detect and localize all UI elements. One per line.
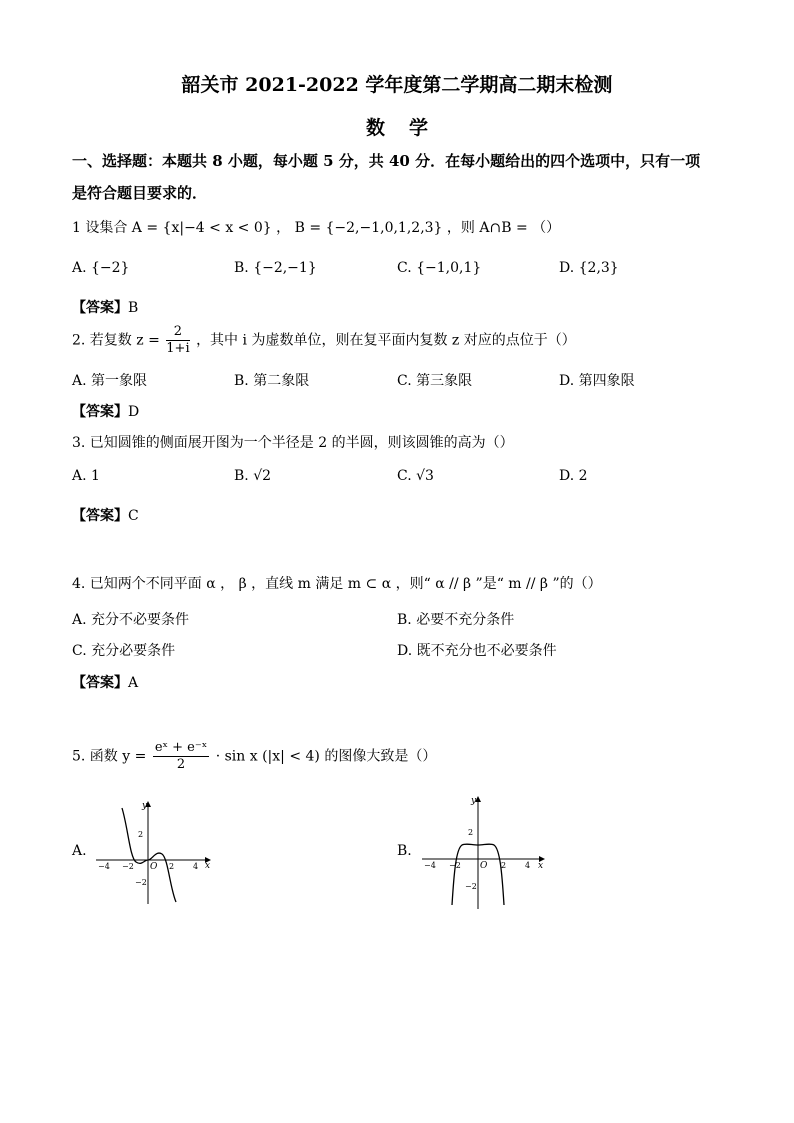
question-3-answer <box>72 505 139 525</box>
origin-label: O <box>150 862 158 872</box>
question-2-option-a: A. 第一象限 <box>72 373 148 389</box>
answer-label: 【答案】 <box>72 675 128 691</box>
graph-option-b-label: B. <box>397 843 412 859</box>
question-2-suffix: ，其中 i 为虚数单位，则在复平面内复数 z 对应的点位于（） <box>196 332 576 349</box>
question-1-option-c: C. {−1,0,1} <box>397 260 482 276</box>
question-4-option-a: A. 充分不必要条件 <box>72 612 190 628</box>
section-heading-line2: 是符合题目要求的． <box>72 184 208 202</box>
subject-title: 数学 <box>365 117 452 139</box>
fraction-numerator: eˣ + e⁻ˣ <box>154 740 208 755</box>
question-5-suffix: · sin x (|x| < 4) 的图像大致是（） <box>215 748 437 765</box>
question-4-text: 4. 已知两个不同平面 α ， β ，直线 m 满足 m ⊂ α ，则“ α // β ”是“ m // β ”的（） <box>72 576 602 592</box>
tick-x-4: 4 <box>193 862 199 871</box>
curve-a <box>122 808 176 902</box>
y-axis-label: y <box>471 796 477 806</box>
x-axis-label: x <box>538 861 544 871</box>
question-2-option-c: C. 第三象限 <box>397 373 473 389</box>
tick-x-neg2: −2 <box>449 861 461 870</box>
question-4-option-b: B. 必要不充分条件 <box>397 612 515 628</box>
question-2-prefix: 2. 若复数 z = <box>72 332 160 349</box>
question-3-option-d: D. 2 <box>559 468 588 484</box>
question-1-option-d: D. {2,3} <box>559 260 619 276</box>
tick-x-neg2: −2 <box>122 862 134 871</box>
question-3-option-a: A. 1 <box>72 468 100 484</box>
answer-value: B <box>128 300 139 316</box>
y-axis-label: y <box>142 801 148 811</box>
question-4-option-c: C. 充分必要条件 <box>72 643 176 659</box>
graph-option-b <box>416 793 551 913</box>
tick-x-4: 4 <box>525 861 531 870</box>
tick-x-neg4: −4 <box>424 861 436 870</box>
question-4-answer <box>72 672 138 692</box>
tick-y-2: 2 <box>138 830 144 839</box>
tick-x-2: 2 <box>501 861 507 870</box>
x-axis-label: x <box>205 861 211 871</box>
question-1-answer <box>72 297 138 317</box>
fraction-numerator: 2 <box>166 324 189 341</box>
answer-label: 【答案】 <box>72 300 128 316</box>
question-2-text <box>72 324 576 357</box>
answer-label: 【答案】 <box>72 404 128 420</box>
question-3-option-b: B. √2 <box>234 468 272 484</box>
answer-value: D <box>128 404 140 420</box>
tick-x-2: 2 <box>169 862 175 871</box>
graph-option-a-label: A. <box>72 843 87 859</box>
question-4-option-d: D. 既不充分也不必要条件 <box>397 643 557 659</box>
tick-y-neg2: −2 <box>465 882 477 891</box>
origin-label: O <box>480 861 488 871</box>
question-5-fraction <box>153 740 209 773</box>
graph-option-a <box>90 798 220 908</box>
question-2-fraction <box>166 324 189 357</box>
question-2-option-d: D. 第四象限 <box>559 373 635 389</box>
fraction-denominator: 2 <box>176 757 186 772</box>
question-5-text <box>72 740 436 773</box>
section-heading-line1: 一、选择题：本题共 8 小题，每小题 5 分，共 40 分．在每小题给出的四个选项中，只有一项 <box>72 152 701 170</box>
tick-y-2: 2 <box>468 828 474 837</box>
answer-value: C <box>128 508 139 524</box>
page-title: 韶关市 2021-2022 学年度第二学期高二期末检测 <box>181 74 613 96</box>
answer-label: 【答案】 <box>72 508 128 524</box>
question-5-prefix: 5. 函数 y = <box>72 748 147 765</box>
tick-x-neg4: −4 <box>98 862 110 871</box>
question-1-option-b: B. {−2,−1} <box>234 260 317 276</box>
question-2-answer <box>72 401 139 421</box>
tick-y-neg2: −2 <box>135 878 147 887</box>
fraction-denominator: 1+i <box>166 341 190 356</box>
question-1-text: 1 设集合 A = {x|−4 < x < 0} ， B = {−2,−1,0,1,2,3} ，则 A∩B = （） <box>72 220 561 236</box>
answer-value: A <box>128 675 139 691</box>
question-3-option-c: C. √3 <box>397 468 434 484</box>
question-2-option-b: B. 第二象限 <box>234 373 310 389</box>
question-3-text: 3. 已知圆锥的侧面展开图为一个半径是 2 的半圆，则该圆锥的高为（） <box>72 435 514 451</box>
question-1-option-a: A. {−2} <box>72 260 130 276</box>
